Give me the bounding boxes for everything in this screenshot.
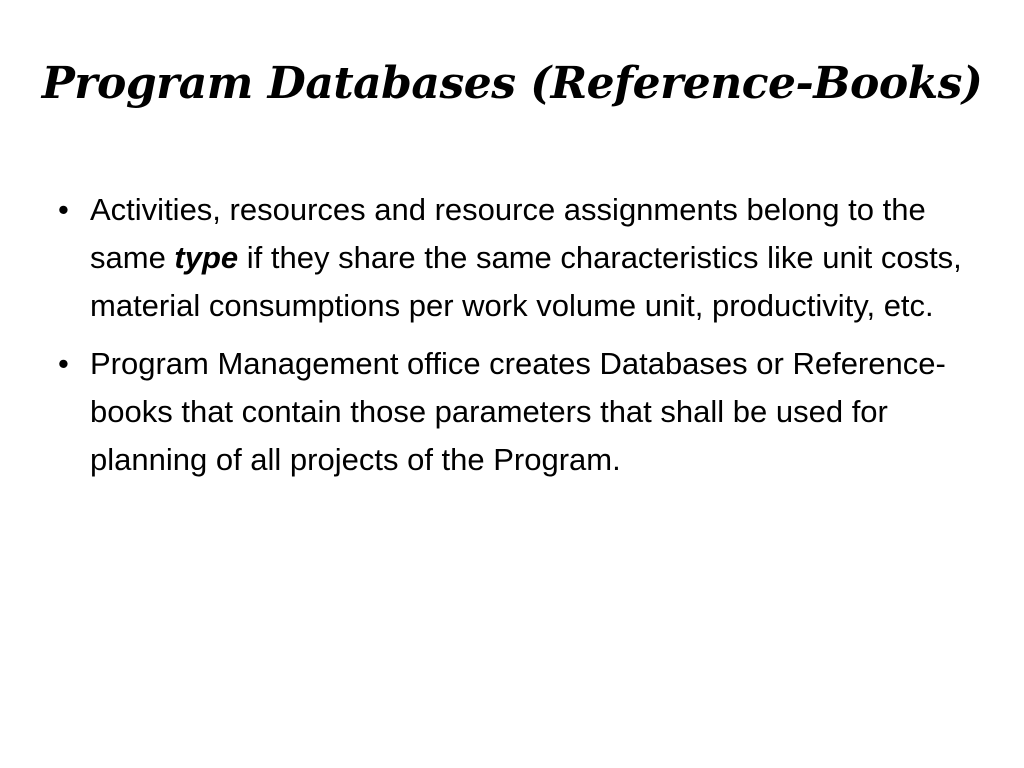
bullet-list (58, 186, 988, 494)
bullet-text-emphasis: type (174, 240, 239, 275)
slide-title: Program Databases (Reference-Books) (41, 58, 983, 109)
bullet-text-after: if they share the same characteristics like unit costs, material consumptions per work volume unit, productivity, etc. (90, 240, 962, 323)
bullet-text-before: Activities, resources and resource assignments belong to the same (90, 192, 926, 275)
bullet-item (58, 186, 988, 330)
bullet-dot-icon: • (58, 192, 69, 227)
bullet-dot-icon: • (58, 346, 69, 381)
bullet-text: Program Management office creates Databases or Reference-books that contain those parameters that shall be used for planning of all projects of the Program. (90, 346, 946, 477)
bullet-item (58, 340, 988, 484)
